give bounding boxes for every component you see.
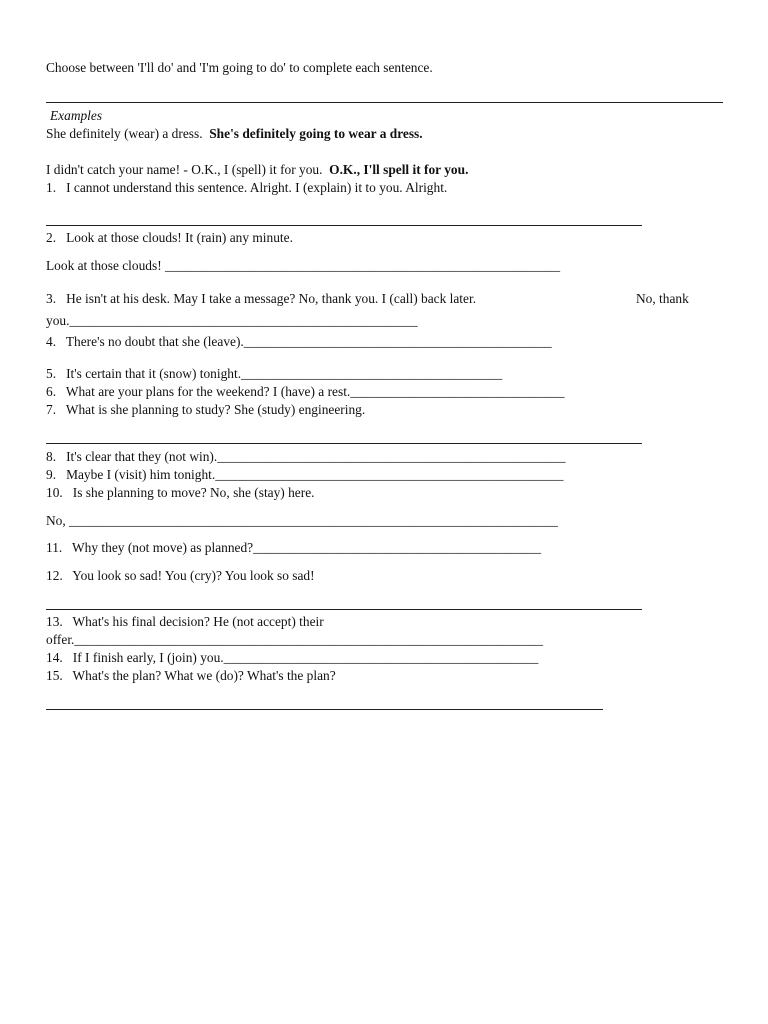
examples-heading: Examples [50,108,103,123]
example-2 [46,162,468,178]
answer-line-7[interactable] [46,443,642,444]
question-5[interactable]: 5. It's certain that it (snow) tonight._______________________________________ [46,366,503,381]
answer-13[interactable]: offer.______________________________________________________________________ [46,632,544,647]
question-10: 10. Is she planning to move? No, she (stay) here. [46,485,315,500]
question-7: 7. What is she planning to study? She (study) engineering. [46,402,366,417]
answer-2[interactable]: Look at those clouds! ___________________________________________________________ [46,258,561,273]
example-2-prompt: I didn't catch your name! - O.K., I (spell) it for you. [46,162,330,177]
instruction-text: Choose between 'I'll do' and 'I'm going to do' to complete each sentence. [46,60,433,75]
question-3-tail: No, thank [636,291,689,306]
header-divider [46,102,723,103]
example-1-answer: She's definitely going to wear a dress. [209,126,423,141]
question-4[interactable]: 4. There's no doubt that she (leave).______________________________________________ [46,334,552,349]
question-13: 13. What's his final decision? He (not accept) their [46,614,324,629]
question-6[interactable]: 6. What are your plans for the weekend? I (have) a rest.________________________________ [46,384,565,399]
answer-3[interactable]: you.____________________________________________________ [46,313,418,328]
answer-line-12[interactable] [46,609,642,610]
answer-10[interactable]: No, _________________________________________________________________________ [46,513,558,528]
question-12: 12. You look so sad! You (cry)? You look so sad! [46,568,315,583]
answer-line-1[interactable] [46,225,642,226]
question-11[interactable]: 11. Why they (not move) as planned?___________________________________________ [46,540,542,555]
example-2-answer: O.K., I'll spell it for you. [329,162,469,177]
question-8[interactable]: 8. It's clear that they (not win).____________________________________________________ [46,449,566,464]
question-14[interactable]: 14. If I finish early, I (join) you._______________________________________________ [46,650,539,665]
answer-line-15[interactable] [46,709,603,710]
question-15: 15. What's the plan? What we (do)? What's the plan? [46,668,336,683]
example-1-prompt: She definitely (wear) a dress. [46,126,210,141]
question-3: 3. He isn't at his desk. May I take a message? No, thank you. I (call) back later. [46,291,477,306]
question-2: 2. Look at those clouds! It (rain) any minute. [46,230,293,245]
question-1: 1. I cannot understand this sentence. Alright. I (explain) it to you. Alright. [46,180,448,195]
example-1 [46,126,423,142]
question-9[interactable]: 9. Maybe I (visit) him tonight.____________________________________________________ [46,467,564,482]
